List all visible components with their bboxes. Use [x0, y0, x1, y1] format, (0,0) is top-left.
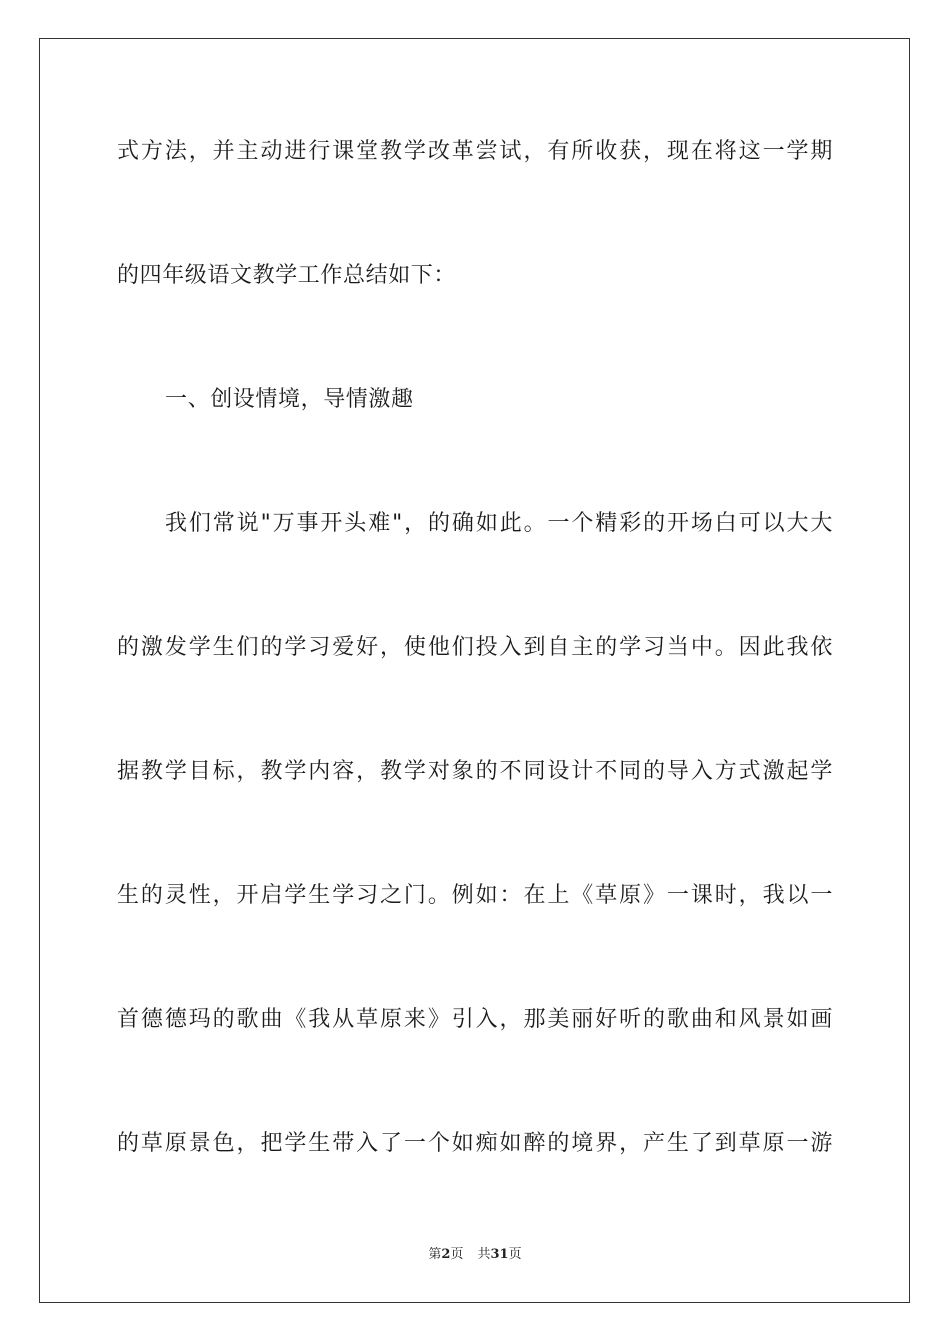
body-text-line: 据教学目标，教学内容，教学对象的不同设计不同的导入方式激起学: [117, 759, 833, 784]
body-text-line: 的四年级语文教学工作总结如下：: [117, 263, 457, 288]
body-text-line: 的草原景色，把学生带入了一个如痴如醉的境界，产生了到草原一游: [117, 1131, 833, 1156]
body-text-line: 式方法，并主动进行课堂教学改革尝试，有所收获，现在将这一学期: [117, 139, 833, 164]
body-text-line: 生的灵性，开启学生学习之门。例如：在上《草原》一课时，我以一: [117, 883, 833, 908]
section-heading: 一、创设情境，导情激趣: [165, 387, 414, 412]
body-text-line: 首德德玛的歌曲《我从草原来》引入，那美丽好听的歌曲和风景如画: [117, 1007, 833, 1032]
total-pages-number: 31: [490, 1247, 509, 1262]
total-pages-label: 共31页: [477, 1247, 522, 1262]
page-footer: [0, 1246, 950, 1264]
current-page-number: 2: [441, 1247, 451, 1262]
page-border: [39, 38, 910, 1303]
page-number-label: 第2页: [428, 1247, 464, 1262]
body-text-line: 我们常说"万事开头难"，的确如此。一个精彩的开场白可以大大: [165, 511, 833, 536]
body-text-line: 的激发学生们的学习爱好，使他们投入到自主的学习当中。因此我依: [117, 635, 833, 660]
